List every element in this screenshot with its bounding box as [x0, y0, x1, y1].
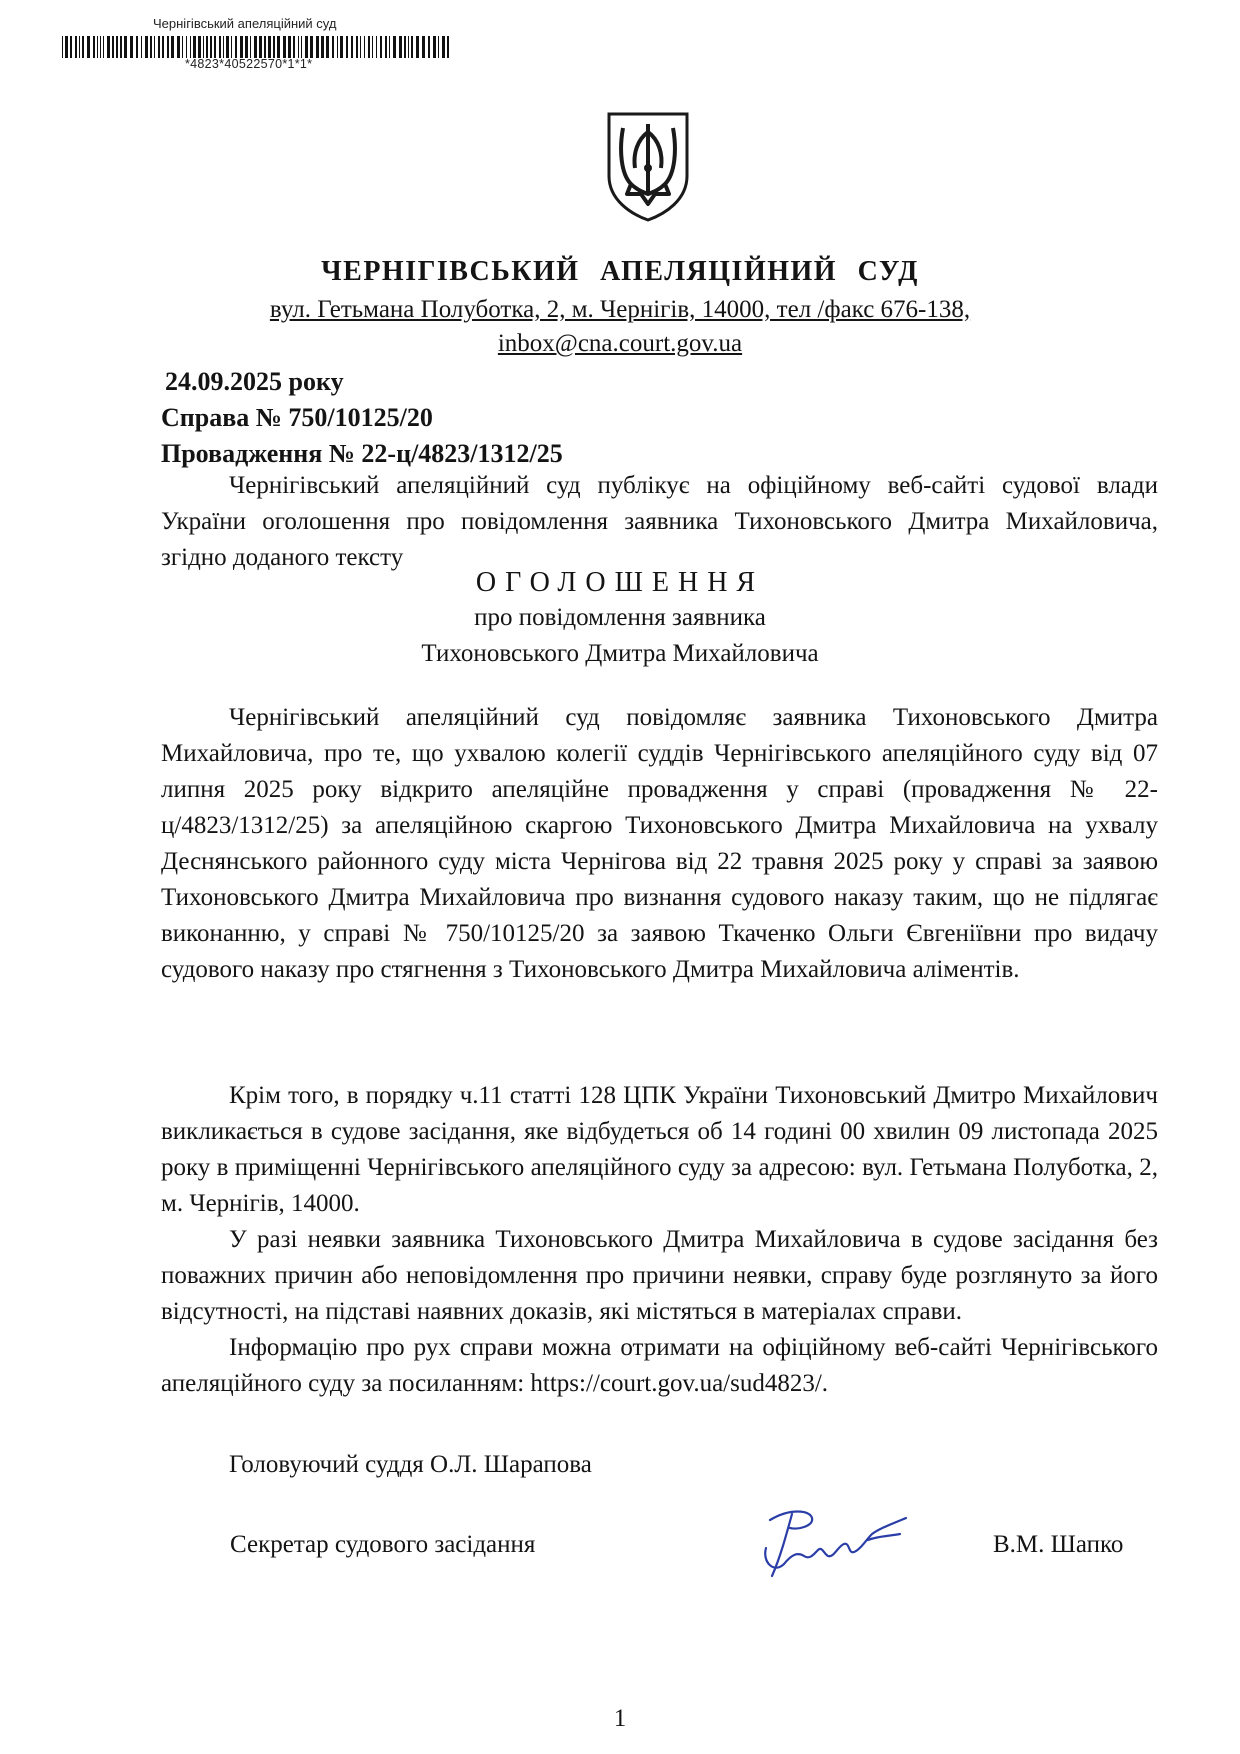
barcode-number: *4823*40522570*1*1* [185, 57, 313, 71]
body-paragraph-3: У разі неявки заявника Тихоновського Дмитра Михайловича в судове засідання без поважних причин або неповідомлення про причини неявки, справу буде розглянуто за його відсутності, на підставі наявних доказів, які містяться в матеріалах справи. [161, 1226, 1158, 1325]
proceeding-number: Провадження № 22-ц/4823/1312/25 [161, 439, 563, 468]
court-name: ЧЕРНІГІВСЬКИЙ АПЕЛЯЦІЙНИЙ СУД [321, 256, 919, 287]
barcode-icon [62, 36, 452, 58]
court-address: вул. Гетьмана Полуботка, 2, м. Чернігів, 14000, тел /факс 676-138, [269, 296, 971, 323]
intro-paragraph: Чернігівський апеляційний суд публікує на офіційному веб-сайті судової влади України оголошення про повідомлення заявника Тихоновського Дмитра Михайловича, згідно доданого тексту [161, 472, 1158, 571]
announcement-title: ОГОЛОШЕННЯ [475, 567, 765, 598]
body-paragraph-2: Крім того, в порядку ч.11 статті 128 ЦПК України Тихоновський Дмитро Михайлович викликається в судове засідання, яке відбудеться об 14 годині 00 хвилин 09 листопада 2025 року в приміщенні Чернігівського апеляційного суду за адресою: вул. Гетьмана Полуботка, 2, м. Чернігів, 14000. [161, 1082, 1158, 1217]
page-number: 1 [613, 1705, 627, 1732]
secretary-name: В.М. Шапко [993, 1531, 1124, 1558]
presiding-judge: Головуючий суддя О.Л. Шарапова [229, 1451, 592, 1478]
secretary-label: Секретар судового засідання [230, 1531, 536, 1558]
handwritten-signature [740, 1500, 940, 1590]
document-date: 24.09.2025 року [165, 367, 344, 396]
announcement-subtitle: про повідомлення заявника [474, 604, 766, 631]
body-paragraph-4: Інформацію про рух справи можна отримати на офіційному веб-сайті Чернігівського апеляційного суду за посиланням: https://court.gov.ua/sud4823/. [161, 1334, 1158, 1397]
trident-coat-of-arms-icon [603, 110, 693, 222]
case-number: Справа № 750/10125/20 [161, 403, 433, 432]
barcode-court-label: Чернігівський апеляційний суд [153, 16, 337, 31]
announcement-addressee: Тихоновського Дмитра Михайловича [421, 640, 819, 667]
body-paragraph-1: Чернігівський апеляційний суд повідомляє заявника Тихоновського Дмитра Михайловича, про те, що ухвалою колегії суддів Чернігівського апеляційного суду від 07 липня 2025 року відкрито апеляційне провадження у справі (провадження № 22-ц/4823/1312/25) за апеляційною скаргою Тихоновського Дмитра Михайловича на ухвалу Деснянського районного суду міста Чернігова від 22 травня 2025 року у справі за заявою Тихоновського Дмитра Михайловича про визнання судового наказу таким, що не підлягає виконанню, у справі № 750/10125/20 за заявою Ткаченко Ольги Євгеніївни про видачу судового наказу про стягнення з Тихоновського Дмитра Михайловича аліментів. [161, 704, 1158, 983]
court-email: inbox@cna.court.gov.ua [497, 330, 743, 357]
